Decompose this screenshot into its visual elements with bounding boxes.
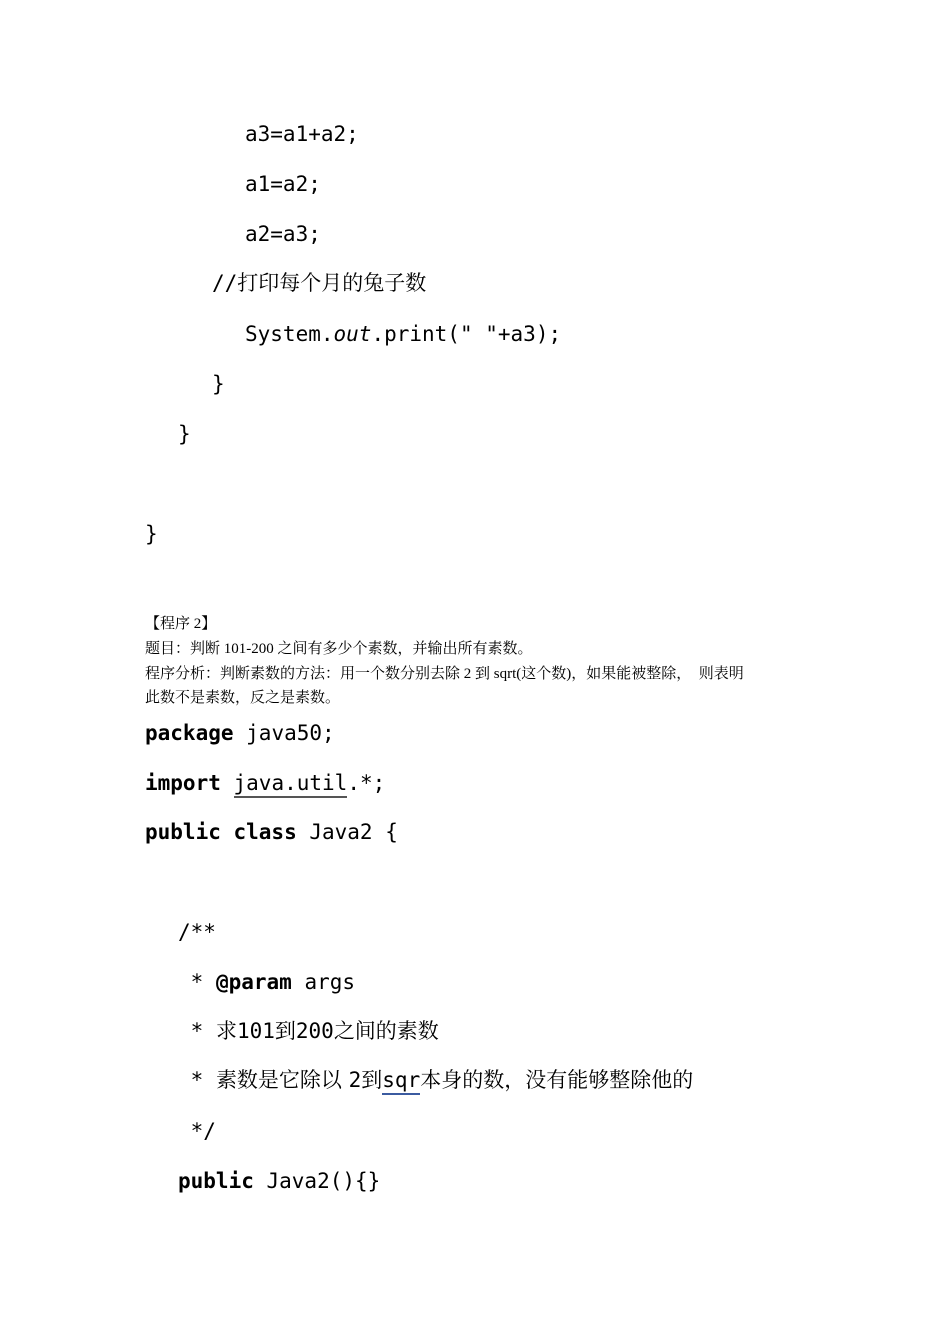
- analysis-line-2: 此数不是素数，反之是素数。: [145, 690, 341, 706]
- code-import-decl: import java.util.*;: [145, 773, 385, 794]
- javadoc-line-prime-def: * 素数是它除以 2到sqr本身的数，没有能够整除他的: [178, 1070, 693, 1091]
- code-comment-print-rabbits: //打印每个月的兔子数: [212, 271, 427, 295]
- problem-statement: 题目：判断 101-200 之间有多少个素数，并输出所有素数。: [145, 641, 533, 657]
- javadoc-open: /**: [178, 920, 216, 944]
- code-line-a3-assign: a3=a1+a2;: [245, 122, 359, 146]
- code-line-a2-assign: a2=a3;: [245, 222, 321, 246]
- javadoc-line-range: * 求101到200之间的素数: [178, 1019, 439, 1043]
- sqr-underlined-word: sqr: [382, 1068, 420, 1095]
- code-brace-close-loop: }: [212, 372, 225, 396]
- code-brace-close-class: }: [145, 522, 158, 546]
- code-line-a1-assign: a1=a2;: [245, 172, 321, 196]
- import-package-name: java.util: [234, 771, 348, 798]
- javadoc-close: */: [178, 1119, 216, 1143]
- code-package-decl: package java50;: [145, 721, 335, 745]
- code-constructor: public Java2(){}: [178, 1169, 381, 1193]
- analysis-line-1: 程序分析：判断素数的方法：用一个数分别去除 2 到 sqrt(这个数)，如果能被整除， 则表明: [145, 666, 744, 682]
- program-heading: 【程序 2】: [145, 616, 217, 632]
- code-line-print: System.out.print(" "+a3);: [245, 322, 562, 346]
- code-class-decl: public class Java2 {: [145, 820, 398, 844]
- javadoc-param: * @param args: [178, 970, 356, 994]
- code-brace-close-method: }: [178, 422, 191, 446]
